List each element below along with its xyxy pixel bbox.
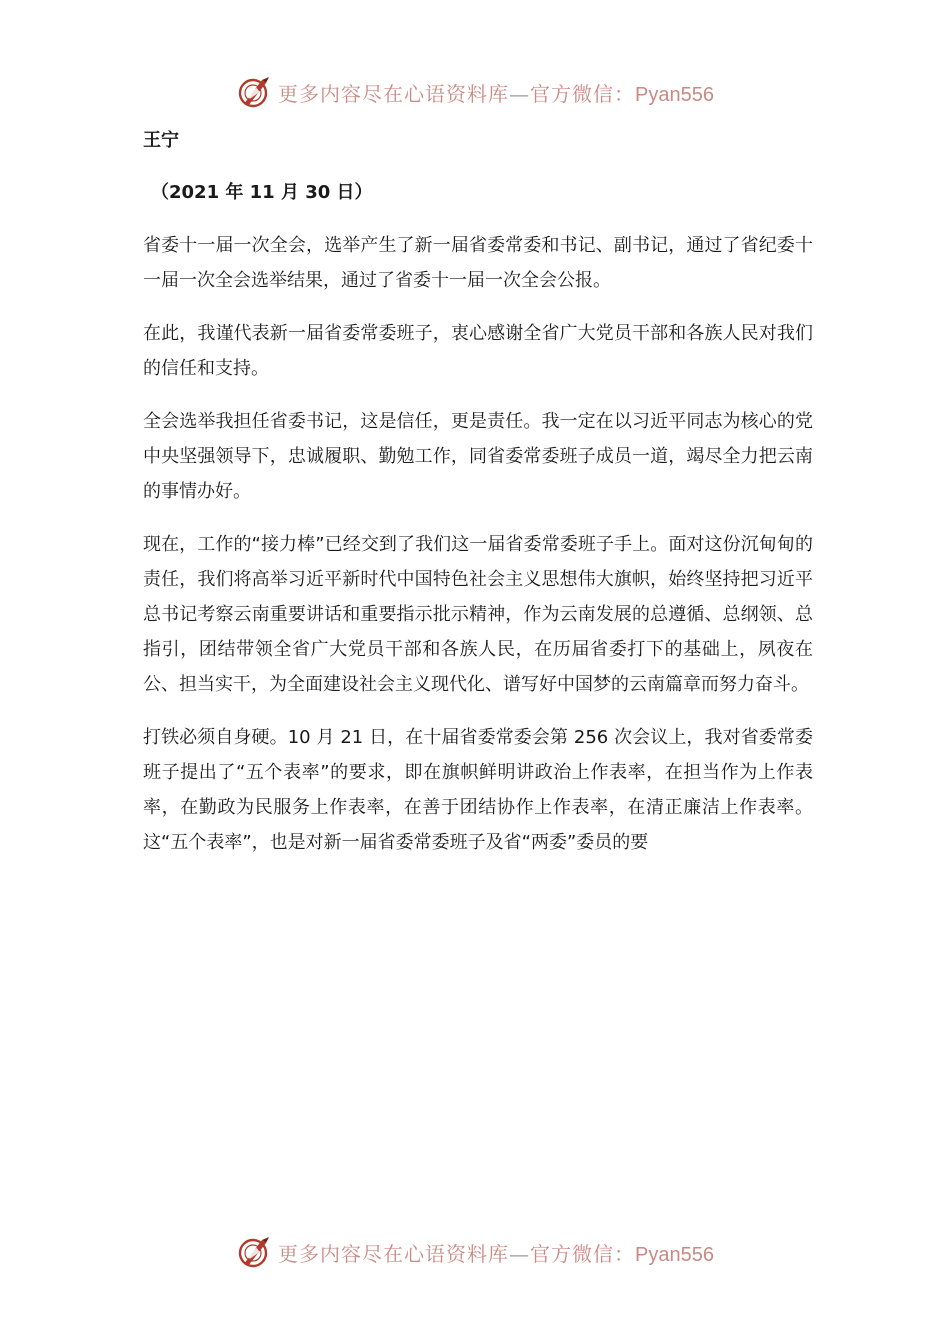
article-paragraph-5: 打铁必须自身硬。10 月 21 日，在十届省委常委会第 256 次会议上，我对省委常委班子提出了“五个表率”的要求，即在旗帜鲜明讲政治上作表率，在担当作为上作表率，在勤政为民服务上作表率，在善于团结协作上作表率，在清正廉洁上作表率。这“五个表率”，也是对新一届省委常委班子及省“两委”委员的要 [143, 727, 813, 853]
quill-pen-logo-icon [236, 74, 272, 110]
banner-separator: — [509, 81, 531, 106]
article-paragraph-1: 省委十一届一次全会，选举产生了新一届省委常委和书记、副书记，通过了省纪委十一届一次全会选举结果，通过了省委十一届一次全会公报。 [143, 235, 813, 291]
quill-pen-logo-icon [236, 1234, 272, 1270]
banner-contact-label: 官方微信： [530, 81, 636, 106]
banner-text [278, 1238, 714, 1267]
banner-text [278, 78, 714, 107]
article-paragraph-4: 现在，工作的“接力棒”已经交到了我们这一届省委常委班子手上。面对这份沉甸甸的责任，我们将高举习近平新时代中国特色社会主义思想伟大旗帜，始终坚持把习近平总书记考察云南重要讲话和重要指示批示精神，作为云南发展的总遵循、总纲领、总指引，团结带领全省广大党员干部和各族人民，在历届省委打下的基础上，夙夜在公、担当实干，为全面建设社会主义现代化、谱写好中国梦的云南篇章而努力奋斗。 [143, 534, 813, 695]
article-paragraph-3: 全会选举我担任省委书记，这是信任，更是责任。我一定在以习近平同志为核心的党中央坚强领导下，忠诚履职、勤勉工作，同省委常委班子成员一道，竭尽全力把云南的事情办好。 [143, 411, 813, 502]
header-banner [0, 70, 950, 114]
banner-wechat-id: Pyan556 [635, 83, 714, 106]
article-body [143, 124, 813, 878]
banner-wechat-id: Pyan556 [635, 1243, 714, 1266]
footer-banner [0, 1230, 950, 1274]
banner-contact-label: 官方微信： [530, 1241, 636, 1266]
banner-main-text: 更多内容尽在心语资料库 [278, 1241, 510, 1266]
banner-separator: — [509, 1241, 531, 1266]
article-date: （2021 年 11 月 30 日） [151, 182, 373, 203]
article-paragraph-2: 在此，我谨代表新一届省委常委班子，衷心感谢全省广大党员干部和各族人民对我们的信任和支持。 [143, 323, 813, 379]
banner-main-text: 更多内容尽在心语资料库 [278, 81, 510, 106]
article-author: 王宁 [143, 130, 179, 151]
